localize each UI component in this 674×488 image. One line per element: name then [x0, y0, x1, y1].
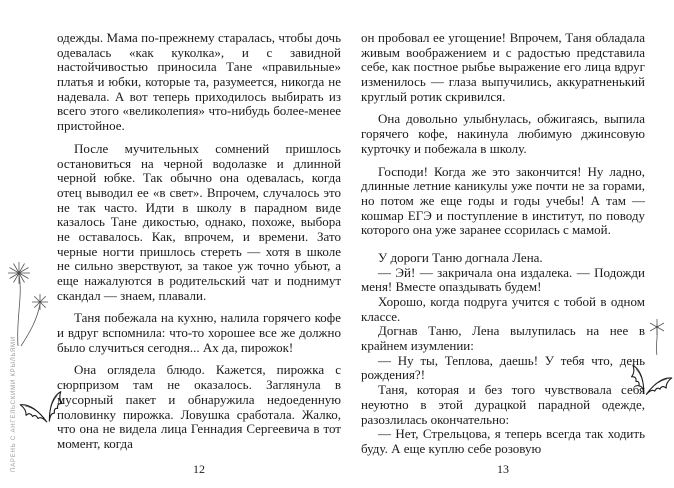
paragraph: После мучительных сомнений пришлось остановиться на черной водолазке и длинной черной юбке. Так обычно она одевалась, когда отец выводил ее «в свет». Впрочем, случалось это не так часто. Идти в школу в парадном виде казалось Тане дикостью, однако, похоже, выбора не оставалось. Как, впрочем, и времени. Зато черные ногти пришлось стереть — хотя в школе не сильно зверствуют, за такое уж точно убьют, а еще нажалуются в родительский чат и поднимут скандал — знаем, плавали.: [57, 140, 341, 303]
paragraph: Господи! Когда же это закончится! Ну ладно, длинные летние каникулы уже почти не за горами, но потом же еще годы и годы учебы! А там — кошмар ЕГЭ и поступление в институт, по поводу которого она уже заранее ссорилась с мамой.: [361, 163, 645, 238]
spine-title: ПАРЕНЬ С АНГЕЛЬСКИМИ КРЫЛЬЯМИ: [11, 336, 17, 472]
paragraph: Таня побежала на кухню, налила горячего кофе и вдруг вспомнила: что-то хорошее все же должно было случиться сегодня... Ах да, пирожок!: [57, 310, 341, 355]
right-page-text: [361, 31, 645, 457]
dialogue-line: — Ну ты, Теплова, даешь! У тебя что, день рождения?!: [361, 352, 645, 383]
dialogue-line: — Эй! — закричала она издалека. — Подожди меня! Вместе опаздывать будем!: [361, 264, 645, 295]
page-number-left: 12: [193, 462, 205, 476]
paragraph: Она оглядела блюдо. Кажется, пирожка с сюрпризом там не оказалось. Заглянула в мусорный пакет и обнаружила недоеденную половинку пирожка. Ловушка сработала. Жалко, что она не видела лица Геннадия Сергеевича в тот момент, когда: [57, 362, 341, 451]
paragraph: Таня, которая и без того чувствовала себя неуютно в этой дурацкой парадной одежде, разозлилась окончательно:: [361, 382, 645, 427]
paragraph: одежды. Мама по-прежнему старалась, чтобы дочь одевалась «как куколка», и с завидной настойчивостью приносила Тане «правильные» платья и юбки, которые та, разумеется, никогда не надевала. А вот теперь приходилось выбирать из всего этого «великолепия» что-нибудь более-менее пристойное.: [57, 30, 341, 134]
left-page-text: [57, 31, 341, 452]
page-number-right: 13: [497, 462, 509, 476]
dandelion-illustration: [4, 258, 54, 348]
paragraph: Догнав Таню, Лена вылупилась на нее в крайнем изумлении:: [361, 323, 645, 354]
paragraph: он пробовал ее угощение! Впрочем, Таня обладала живым воображением и с радостью представила себе, как постное рыбье выражение его лица вдруг изменилось — глаза выпучились, аккуратненький круглый ротик скривился.: [361, 30, 645, 104]
flower-illustration: [645, 317, 669, 357]
paragraph: У дороги Таню догнала Лена.: [378, 249, 543, 265]
dialogue-line: — Нет, Стрельцова, я теперь всегда так ходить буду. А еще куплю себе розовую: [361, 426, 645, 456]
paragraph: Хорошо, когда подруга учится с тобой в одном классе.: [361, 294, 645, 324]
paragraph: Она довольно улыбнулась, обжигаясь, выпила горячего кофе, накинула любимую джинсовую курточку и побежала в школу.: [361, 111, 645, 156]
